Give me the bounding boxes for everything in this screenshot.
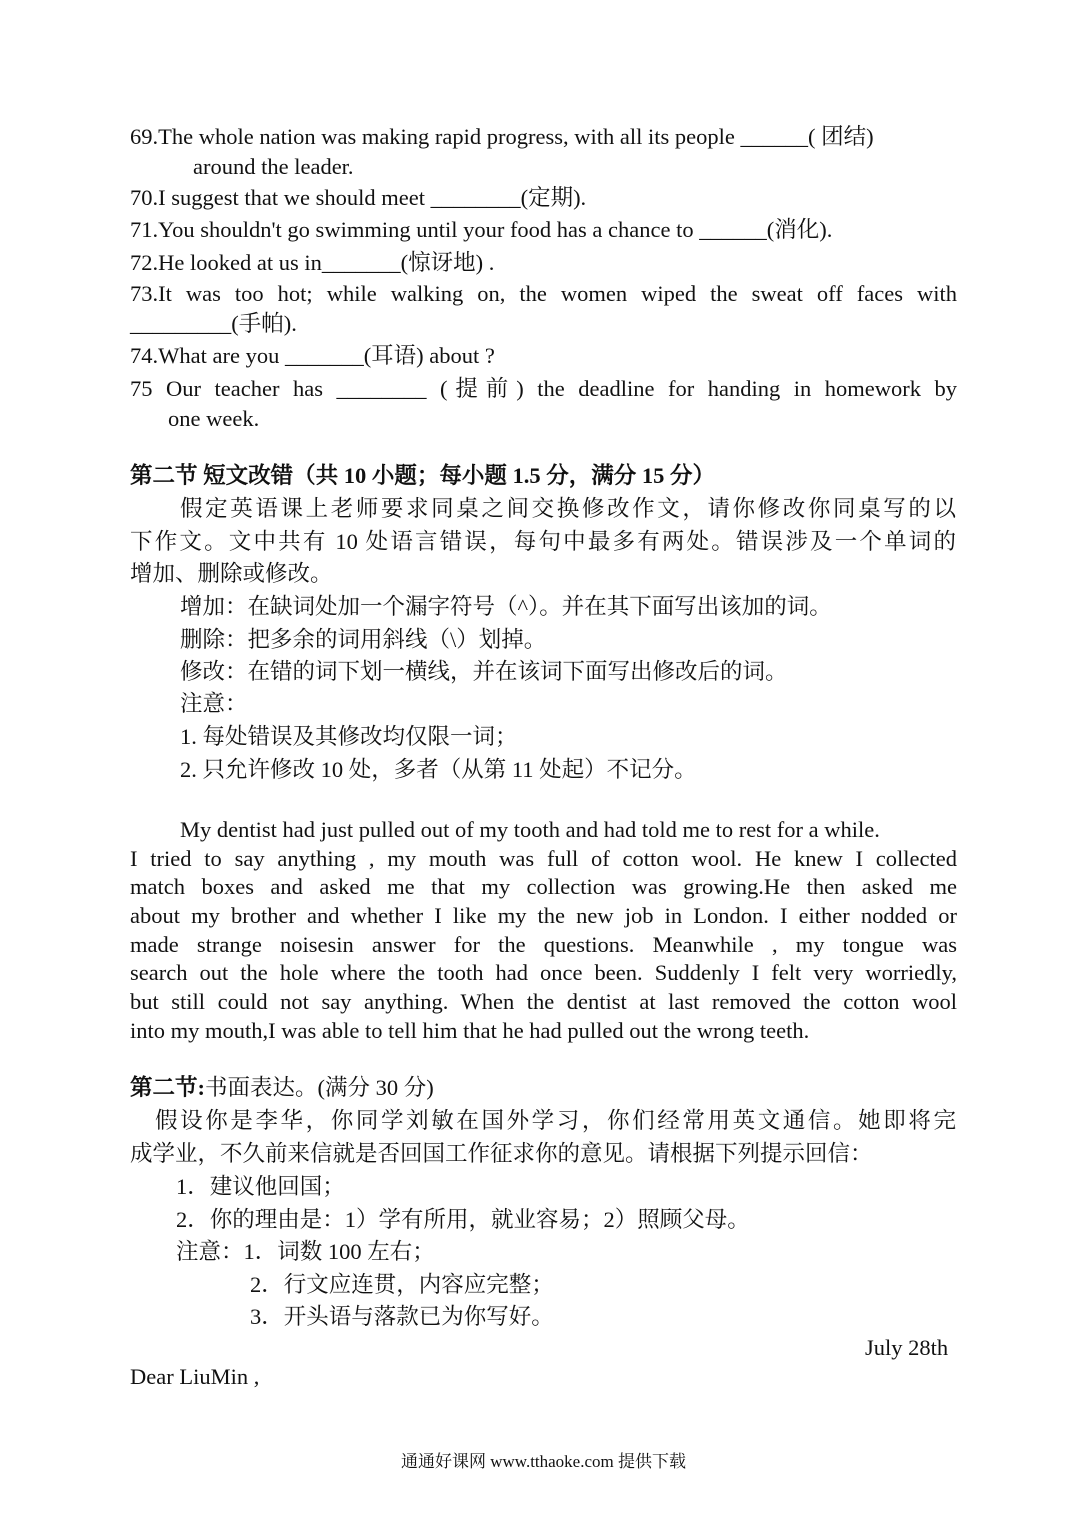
instruction-line-3: 增加、删除或修改。 — [130, 561, 333, 586]
writing-heading — [130, 1073, 434, 1103]
question-69: 69.The whole nation was making rapid progress, with all its people ______( 团结) — [130, 124, 874, 149]
passage-line-5: made strange noisesin answer for the questions. Meanwhile , my tongue was — [130, 932, 957, 957]
writing-point-2: 2．你的理由是：1）学有所用，就业容易；2）照顾父母。 — [176, 1207, 750, 1232]
page-footer: 通通好课网 www.tthaoke.com 提供下载 — [400, 1452, 687, 1471]
writing-intro-1: 假设你是李华，你同学刘敏在国外学习，你们经常用英文通信。她即将完 — [155, 1108, 956, 1133]
rule-modify: 修改：在错的词下划一横线，并在该词下面写出修改后的词。 — [180, 659, 788, 684]
question-70: 70.I suggest that we should meet ________(定期). — [130, 185, 587, 210]
passage-line-7: but still could not say anything. When the dentist at last removed the cotton wool — [130, 989, 957, 1014]
writing-note-2: 2．行文应连贯，内容应完整； — [250, 1272, 554, 1297]
rule-add: 增加：在缺词处加一个漏字符号（^）。并在其下面写出该加的词。 — [180, 594, 832, 619]
writing-note-1: 注意：1．词数 100 左右； — [176, 1239, 435, 1264]
question-71: 71.You shouldn't go swimming until your food has a chance to ______(消化). — [130, 217, 833, 242]
question-75-continued: one week. — [168, 406, 260, 431]
writing-heading-text: 书面表达。(满分 30 分) — [205, 1075, 434, 1100]
question-73: 73.It was too hot; while walking on, the women wiped the sweat off faces with — [130, 281, 957, 306]
rule-note-label: 注意： — [180, 691, 248, 716]
question-69-continued: around the leader. — [193, 154, 354, 179]
passage-line-6: search out the hole where the tooth had once been. Suddenly I felt very worriedly, — [130, 960, 957, 985]
question-73-continued: _________(手帕). — [130, 311, 297, 336]
passage-line-3: match boxes and asked me that my collection was growing.He then asked me — [130, 874, 957, 899]
question-74: 74.What are you _______(耳语) about ? — [130, 343, 495, 368]
passage-line-2: I tried to say anything , my mouth was full of cotton wool. He knew I collected — [130, 846, 957, 871]
rule-note-1: 1. 每处错误及其修改均仅限一词； — [180, 724, 518, 749]
instruction-line-1: 假定英语课上老师要求同桌之间交换修改作文，请你修改你同桌写的以 — [180, 496, 956, 521]
passage-line-4: about my brother and whether I like my the new job in London. I either nodded or — [130, 903, 957, 928]
question-72: 72.He looked at us in_______(惊讶地) . — [130, 250, 495, 275]
rule-delete: 删除：把多余的词用斜线（\）划掉。 — [180, 627, 547, 652]
writing-intro-2: 成学业，不久前来信就是否回国工作征求你的意见。请根据下列提示回信： — [130, 1141, 873, 1166]
writing-point-1: 1．建议他回国； — [176, 1174, 345, 1199]
question-75: 75 Our teacher has ________ (提前) the deadline for handing in homework by — [130, 376, 957, 401]
rule-note-2: 2. 只允许修改 10 处，多者（从第 11 处起）不记分。 — [180, 757, 697, 782]
writing-heading-label: 第二节: — [130, 1075, 205, 1100]
letter-date: July 28th — [865, 1335, 949, 1360]
instruction-line-2: 下作文。文中共有 10 处语言错误，每句中最多有两处。错误涉及一个单词的 — [130, 529, 956, 554]
section-heading: 第二节 短文改错（共 10 小题；每小题 1.5 分，满分 15 分） — [130, 463, 716, 488]
writing-note-3: 3．开头语与落款已为你写好。 — [250, 1304, 554, 1329]
passage-line-8: into my mouth,I was able to tell him that he had pulled out the wrong teeth. — [130, 1018, 810, 1043]
letter-greeting: Dear LiuMin , — [130, 1364, 260, 1389]
passage-line-1: My dentist had just pulled out of my tooth and had told me to rest for a while. — [180, 817, 880, 842]
